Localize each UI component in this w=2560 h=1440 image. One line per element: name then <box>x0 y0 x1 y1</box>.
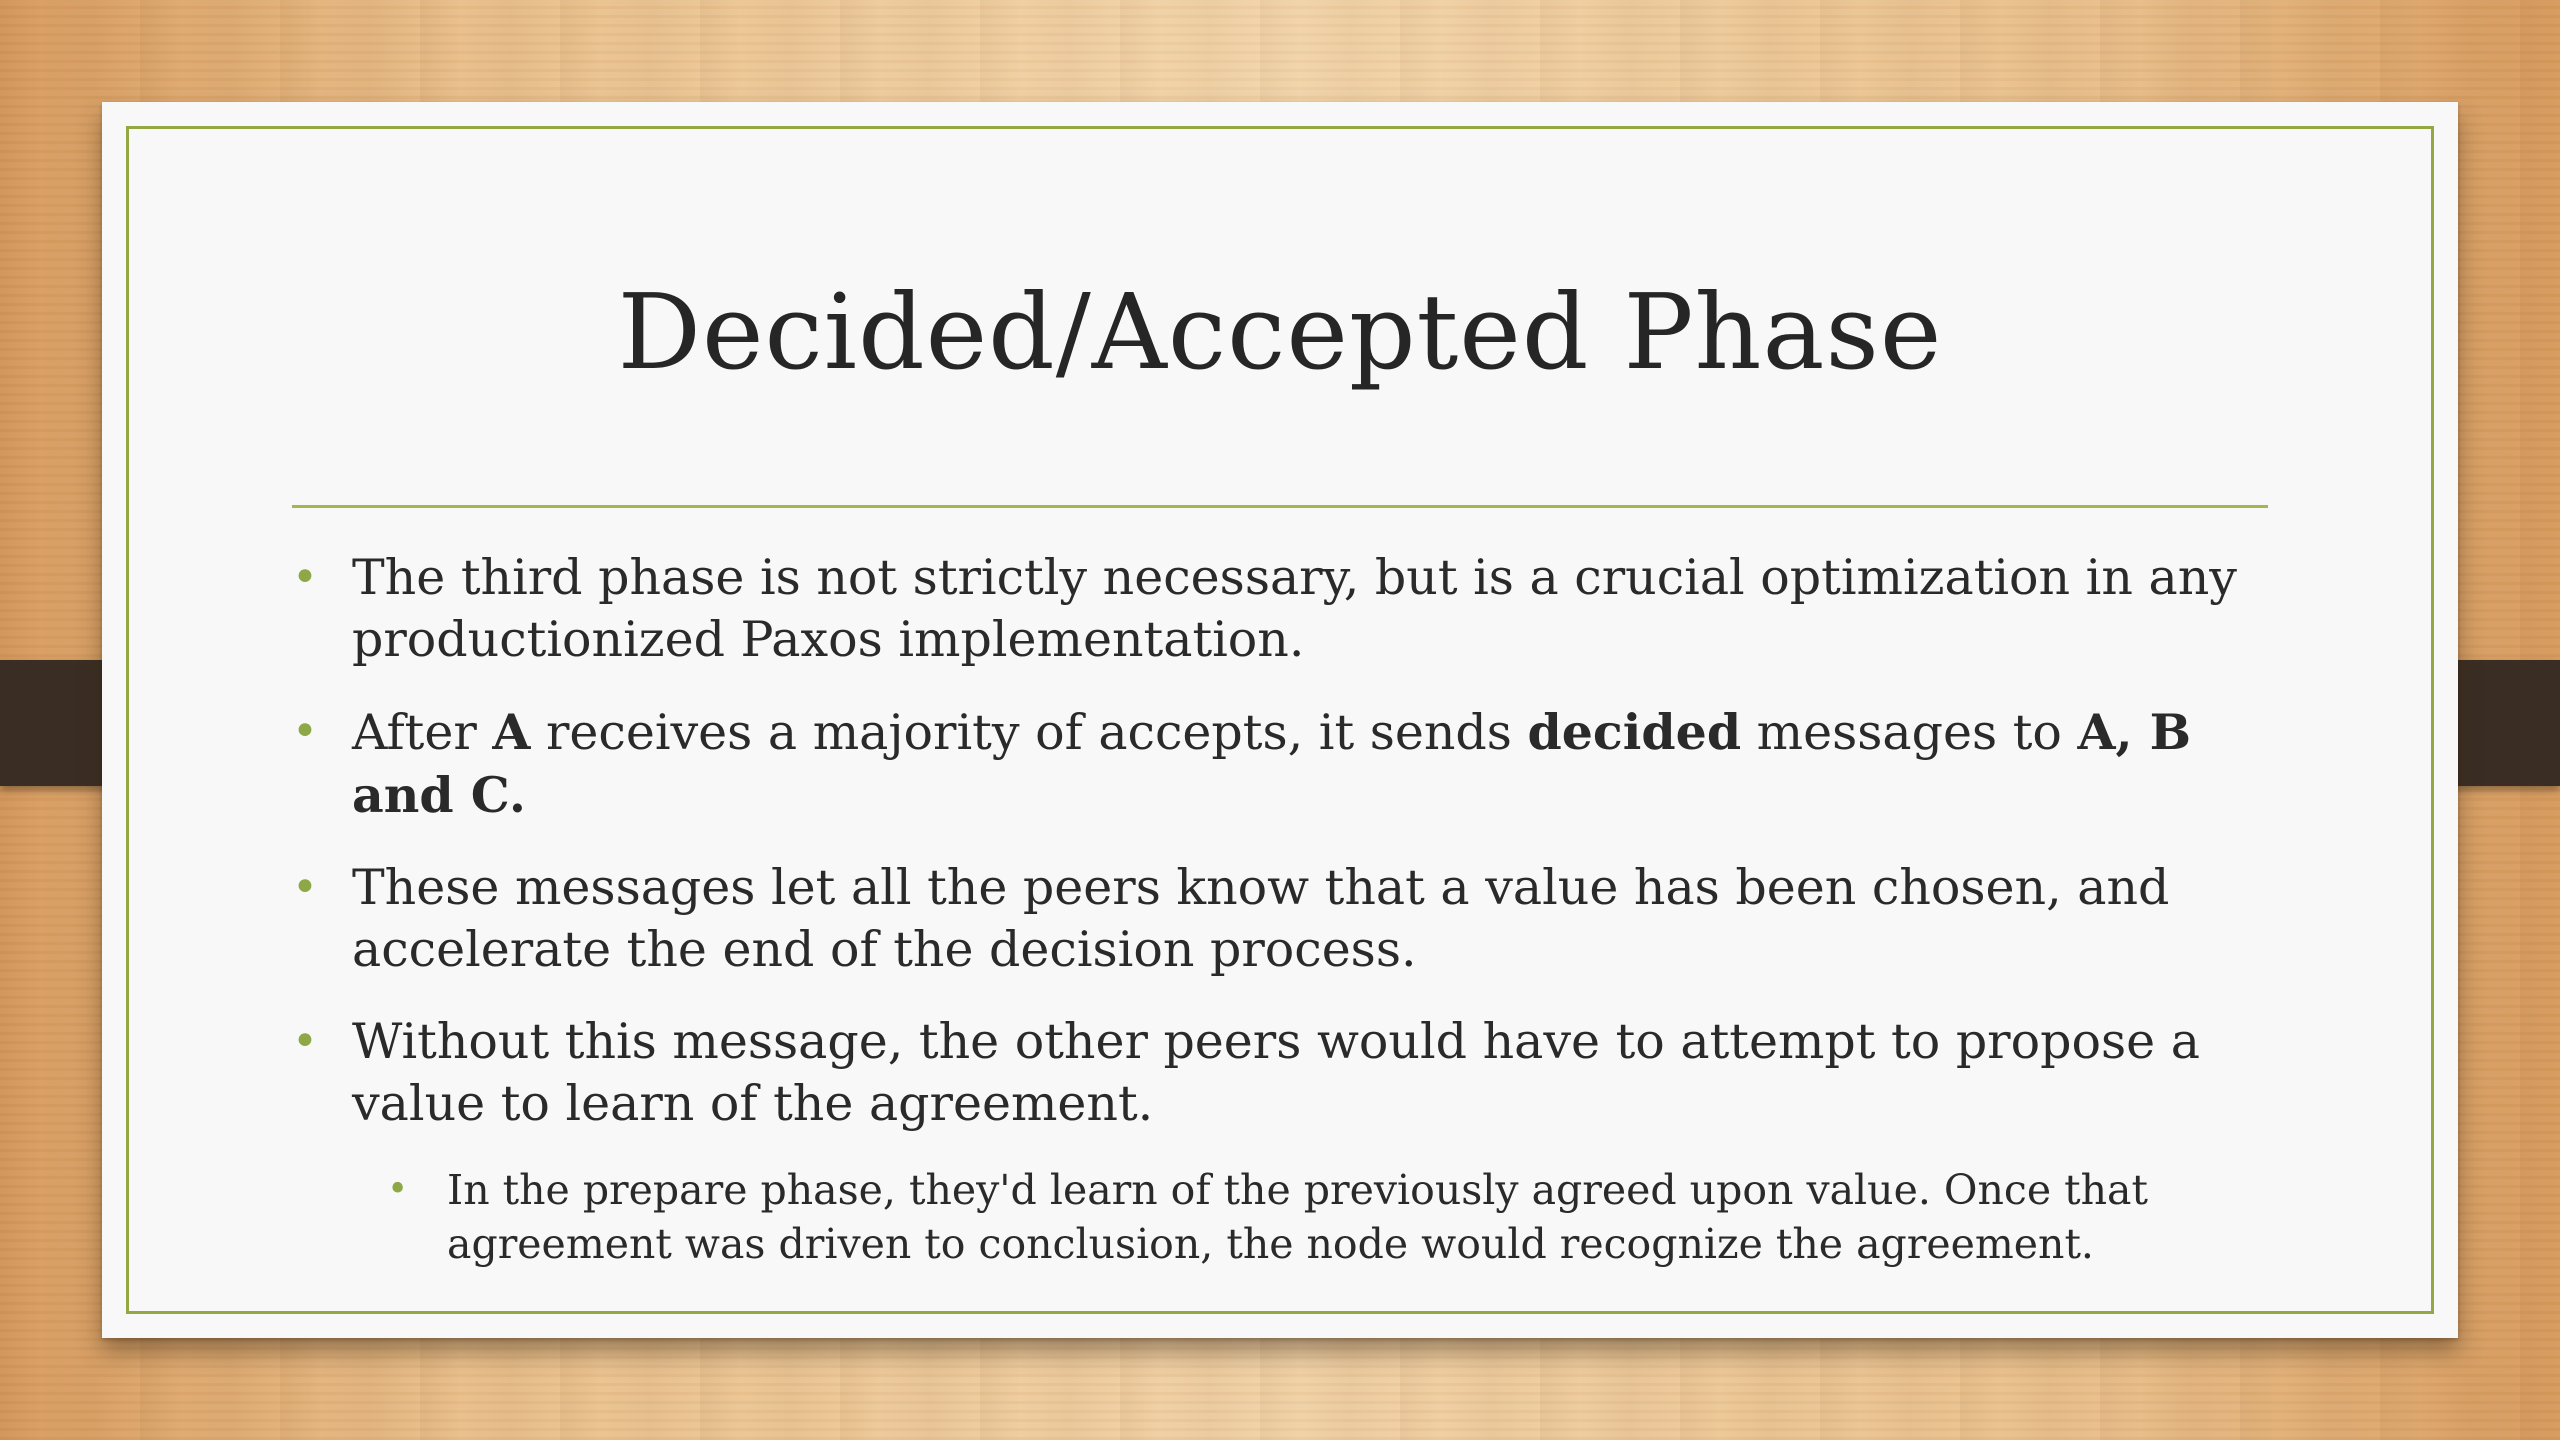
bullet-list <box>292 547 2302 1271</box>
bullet-text-segment: messages to <box>1741 704 2078 761</box>
bullet-text: These messages let all the peers know that a value has been chosen, and accelerate the end of the decision process. <box>352 859 2170 978</box>
bullet-dot-icon: • <box>292 862 318 913</box>
title-divider <box>292 505 2268 508</box>
bullet-text-bold: decided <box>1527 703 1742 761</box>
bullet-item <box>292 857 2302 981</box>
bullet-dot-icon: • <box>292 706 318 757</box>
bullet-text: Without this message, the other peers would have to attempt to propose a value to learn of the agreement. <box>352 1013 2200 1132</box>
bullet-text-bold: A, B and C. <box>352 703 2192 824</box>
bullet-item <box>292 1011 2302 1135</box>
bullet-item <box>292 701 2302 827</box>
bullet-item <box>292 547 2302 671</box>
sub-bullet-dot-icon: • <box>387 1169 409 1210</box>
bullet-text: The third phase is not strictly necessary, but is a crucial optimization in any productionized Paxos implementation. <box>352 549 2237 668</box>
bullet-text <box>352 704 2191 824</box>
sub-bullet-item <box>387 1163 2302 1271</box>
bullet-dot-icon: • <box>292 552 318 603</box>
slide-title: Decided/Accepted Phase <box>617 271 1943 393</box>
sub-bullet-text: In the prepare phase, they'd learn of the previously agreed upon value. Once that agreement was driven to conclusion, the node would recognize the agreement. <box>447 1166 2148 1268</box>
bullet-dot-icon: • <box>292 1016 318 1067</box>
slide <box>102 102 2458 1338</box>
bullet-text-segment: receives a majority of accepts, it sends <box>530 704 1528 761</box>
bullet-text-segment: After <box>352 704 493 761</box>
bullet-text-bold: A <box>492 703 531 761</box>
